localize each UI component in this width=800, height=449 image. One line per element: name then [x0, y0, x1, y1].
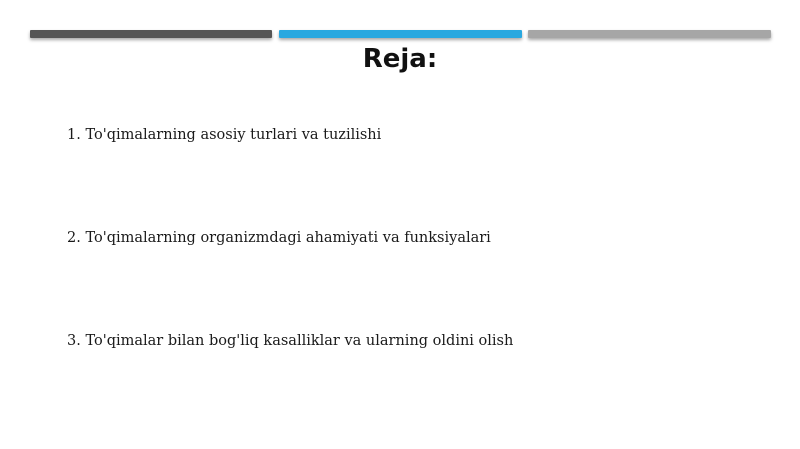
header-bar-gray: [528, 30, 771, 38]
slide-title: Reja:: [362, 44, 438, 74]
header-bar-dark: [30, 30, 272, 38]
plan-item-2: 2. To'qimalarning organizmdagi ahamiyati va funksiyalari: [67, 230, 491, 246]
plan-item-3: 3. To'qimalar bilan bog'liq kasalliklar va ularning oldini olish: [67, 333, 514, 349]
plan-item-1: 1. To'qimalarning asosiy turlari va tuzilishi: [67, 127, 382, 143]
header-bars: [30, 30, 771, 38]
header-bar-blue: [279, 30, 522, 38]
